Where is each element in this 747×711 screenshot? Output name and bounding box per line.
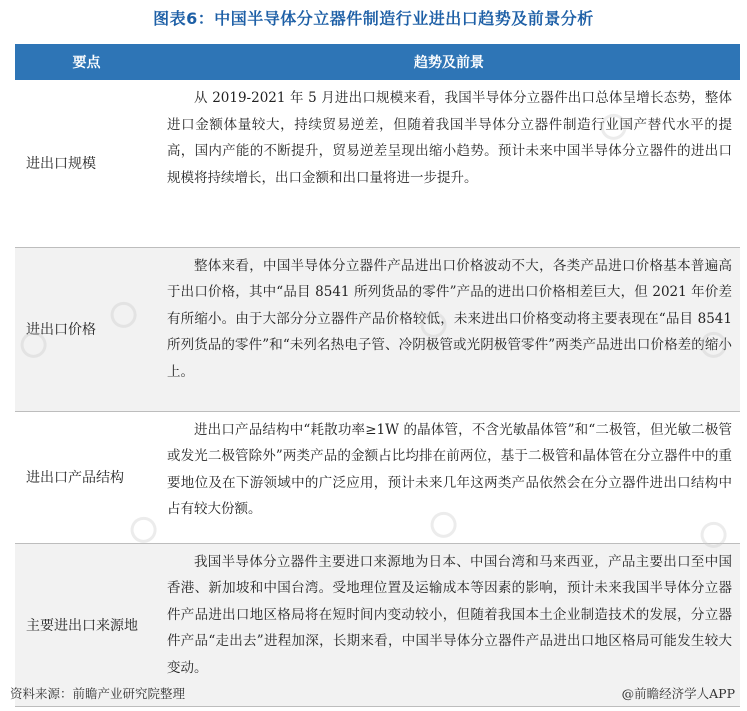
row-text: 从 2019-2021 年 5 月进出口规模来看，我国半导体分立器件出口总体呈增长态势，整体进口金额体量较大，持续贸易逆差，但随着我国半导体分立器件制造行业国产替代水平的提高，国内产能的不断提升，贸易逆差呈现出缩小趋势。预计未来中国半导体分立器件的进出口规模将持续增长，出口金额和出口量将进一步提升。 xyxy=(167,90,732,186)
row-text: 进出口产品结构中“耗散功率≥1W 的晶体管，不含光敏晶体管”和“二极管，但光敏二极管或发光二极管除外”两类产品的金额占比均排在前两位，基于二极管和晶体管在分立器件中的重要地位及在下游领域中的广泛应用，预计未来几年这两类产品依然会在分立器件进出口结构中占有较大份额。 xyxy=(167,421,732,517)
header-trend: 趋势及前景 xyxy=(414,55,484,71)
trend-table xyxy=(15,44,740,707)
source-note: 资料来源：前瞻产业研究院整理 xyxy=(10,686,186,701)
table-row xyxy=(15,80,740,247)
table-row xyxy=(15,543,740,706)
table-row xyxy=(15,247,740,411)
row-key: 主要进出口来源地 xyxy=(26,617,138,634)
row-key: 进出口产品结构 xyxy=(26,470,124,486)
table-header xyxy=(15,44,740,80)
table-row xyxy=(15,411,740,543)
brand-credit: @前瞻经济学人APP xyxy=(621,686,735,701)
page-title: 图表6：中国半导体分立器件制造行业进出口趋势及前景分析 xyxy=(153,9,594,28)
row-text: 我国半导体分立器件主要进口来源地为日本、中国台湾和马来西亚，产品主要出口至中国香港、新加坡和中国台湾。受地理位置及运输成本等因素的影响，预计未来我国半导体分立器件产品进出口地区格局将在短时间内变动较小，但随着我国本土企业制造技术的发展，分立器件产品“走出去”进程加深，长期来看，中国半导体分立器件产品进出口地区格局可能发生较大变动。 xyxy=(167,553,732,676)
row-key: 进出口规模 xyxy=(26,156,96,173)
row-text: 整体来看，中国半导体分立器件产品进出口价格波动不大，各类产品进口价格基本普遍高于出口价格，其中“品目 8541 所列货品的零件”产品的进出口价格相差巨大，但 2021 年价差有所缩小。由于大部分分立器件产品价格较低，未来进出口价格变动将主要表现在“品目 8541 所列货品的零件”和“未列名热电子管、冷阴极管或光阴极管零件”两类产品进出口价格差的缩小上。 xyxy=(167,257,732,380)
header-key-point: 要点 xyxy=(72,55,101,71)
row-key: 进出口价格 xyxy=(26,322,96,338)
